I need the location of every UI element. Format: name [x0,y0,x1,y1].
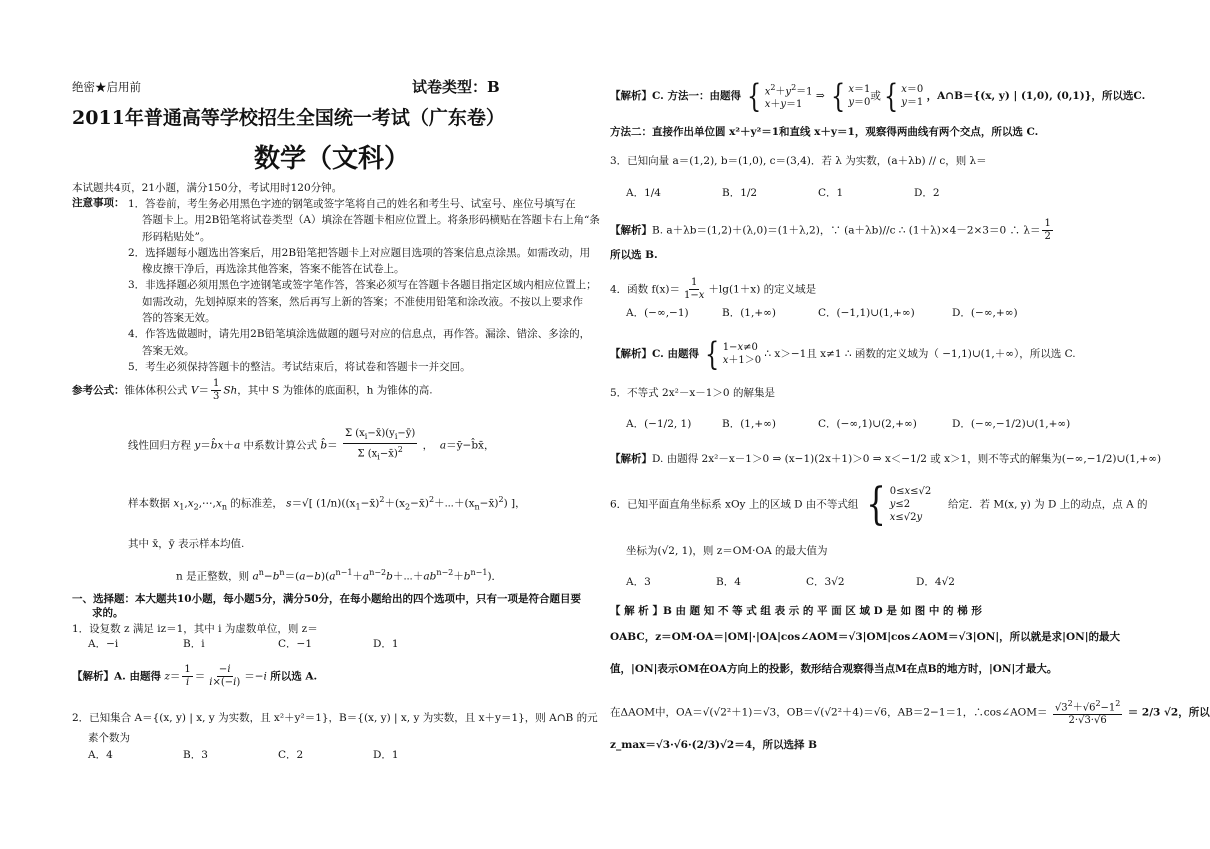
answer-text: C. 方法一：由题得 [652,90,741,102]
exam-title: 2011年普通高等学校招生全国统一考试（广东卷） [72,107,505,129]
answer-label: 【解析】 [610,453,652,465]
q3-option: A．1/4 [626,187,661,199]
q2-method2: 方法二：直接作出单位圆 x²＋y²＝1和直线 x＋y＝1，观察得两曲线有两个交点，所以选 C. [610,126,1039,138]
formula-label: 参考公式： [72,384,125,397]
q5-options [626,417,1070,431]
q6-stem-tail: 给定．若 M(x, y) 为 D 上的动点，点 A 的 [947,498,1148,511]
q6-option: A．3 [626,576,651,588]
paper-type: 试卷类型：B [412,78,500,96]
power-note: n 是正整数，则 [176,570,250,583]
q3-option: D．2 [914,187,940,199]
q5-stem: 5．不等式 2x²－x－1＞0 的解集是 [610,387,775,399]
notes-list [128,196,600,375]
q1-stem: 1．设复数 z 满足 iz＝1，其中 i 为虚数单位，则 z＝ [72,623,318,635]
q2-option: C．2 [278,749,304,761]
answer-label: 【 解 析 】 [610,605,663,617]
q6-answer-line5: z_max＝√3·√6·(2/3)√2＝4，所以选择 B [610,739,818,751]
q4-option: A．(−∞,−1) [626,307,689,319]
q1-options [88,637,399,651]
regression-mid: 中系数计算公式 [243,439,318,452]
note-line: 形码粘贴处”。 [142,230,211,243]
note-line: 4．作答选做题时，请先用2B铅笔填涂选做题的题号对应的信息点，再作答。漏涂、错涂、多涂的， [128,328,591,341]
stddev-mid: 的标准差， [230,497,283,510]
q6-answer [610,604,982,618]
note-line: 2．选择题每小题选出答案后，用2B铅笔把答题卡上对应题目选项的答案信息点涂黑。如需改动，用 [128,246,591,259]
answer-label: 【解析】 [610,90,652,102]
q5-option: D．(−∞,−1/2)∪(1,+∞) [952,418,1071,430]
q4-stem-head: 4．函数 f(x)＝ [610,283,681,296]
q3-stem: 3．已知向量 a＝(1,2), b＝(1,0), c＝(3,4)．若 λ 为实数，(a＋λb) // c，则 λ＝ [610,155,987,167]
exam-subtitle: 数学（文科） [254,144,411,174]
formula-power: n 是正整数，则 $a^n-b^n=(a-b)(a^{n-1}+a^{n-2}b+\cdots+ab^{n-2}+b^{n-1})$． [176,568,503,583]
note-line: 3．非选择题必须用黑色字迹钢笔或签字笔作答，答案必须写在答题卡各题目指定区域内相应位置上； [128,279,597,292]
q3-options [626,186,940,200]
note-line: 橡皮擦干净后，再选涂其他答案，答案不能答在试卷上。 [142,263,405,276]
answer-tail: ，A∩B＝{(x, y) | (1,0), (0,1)}，所以选C. [926,90,1146,102]
note-line: 答的答案无效。 [142,312,216,325]
note-line: 答案无效。 [142,344,195,357]
note-line: 1．答卷前，考生务必用黑色字迹的钢笔或签字笔将自己的姓名和考生号、试室号、座位号填写在 [128,198,576,210]
q3-option: C．1 [818,187,844,199]
q4-stem: 4．函数 f(x)＝ $\frac{1}{1-x}$ ＋lg(1＋x) 的定义域是 [610,277,817,301]
q6-stem-head: 6．已知平面直角坐标系 xOy 上的区域 D 由不等式组 [610,498,859,511]
q1-option: A．−i [88,638,119,650]
q2-option: B．3 [183,749,208,761]
answer-text: B. a＋λb＝(1,2)＋(λ,0)＝(1＋λ,2)，∵ (a＋λb)//c ∴ (1＋λ)×4－2×3＝0 ∴ λ＝ [652,224,1041,237]
answer-text: ＝ 2/3 √2，所以 [1127,706,1210,719]
q2-option: A．4 [88,749,113,761]
q6-option: C．3√2 [806,576,845,588]
q1-answer: 【解析】A. 由题得 z＝ $\frac{1}{i}$ ＝ $\frac{-i}{i\times(-i)}$ ＝−i 所以选 A. [72,664,318,688]
formula-cone-label: 锥体体积公式 [124,384,188,397]
mean-note2: 表示样本均值. [178,538,245,550]
answer-label: 【解析】 [72,670,114,683]
q1-option: C．−1 [278,638,313,650]
answer-text: 在ΔAOM中，OA＝√(√2²＋1)＝√3，OB＝√(√2²＋4)＝√6，AB＝2−1＝1，∴cos∠AOM＝ [610,706,1048,719]
q4-options [626,306,1018,320]
notes-label: 注意事项： [72,197,125,209]
q6-option: D．4√2 [916,576,955,588]
q6-stem: 6．已知平面直角坐标系 xOy 上的区域 D 由不等式组 { 0≤x≤√2 y≤2 x≤√2y 给定．若 M(x, y) 为 D 上的动点，点 A 的 [610,478,1148,530]
note-line: 5．考生必须保持答题卡的整洁。考试结束后，将试卷和答题卡一并交回。 [128,360,471,373]
q4-option: B．(1,+∞) [722,307,776,319]
q1-option: D．1 [373,638,399,650]
intro-text: 本试题共4页，21小题，满分150分，考试用时120分钟。 [72,182,343,194]
answer-tail: ∴ x＞−1且 x≠1 ∴ 函数的定义域为（ −1,1)∪(1,＋∞），所以选 C. [764,348,1076,360]
q1-option: B．i [183,638,205,650]
q5-answer [610,452,1161,466]
q6-options [626,575,955,589]
formula-cone-note: ，其中 S 为锥体的底面积，h 为锥体的高. [237,384,433,397]
q5-option: A．(−1/2, 1) [626,418,692,430]
q5-option: B．(1,+∞) [722,418,776,430]
q6-answer-line2: OABC，z＝OM·OA＝|OM|·|OA|cos∠AOM＝√3|OM|cos∠AOM＝√3|ON|，所以就是求|ON|的最大 [610,631,1121,643]
note-line: 答题卡上。用2B铅笔将试卷类型（A）填涂在答题卡相应位置上。将条形码横贴在答题卡右上角“条 [142,214,600,227]
q4-stem-tail: ＋lg(1＋x) 的定义域是 [708,283,817,296]
q2-stem2: 素个数为 [88,732,130,744]
q6-answer-line4: 在ΔAOM中，OA＝√(√2²＋1)＝√3，OB＝√(√2²＋4)＝√6，AB＝2−1＝1，∴cos∠AOM＝ $\frac{√3^2+√6^2-1^2}{2\cdot√3\cdot√6}$ ＝ 2/3 √2，所以 [610,699,1210,727]
secret-label: 绝密★启用前 [72,80,141,94]
formula-mean-note: 其中 x̄，ȳ 表示样本均值. [128,538,245,550]
q2-stem: 2．已知集合 A＝{(x, y) | x, y 为实数，且 x²＋y²＝1}，B＝{(x, y) | x, y 为实数，且 x＋y＝1}，则 A∩B 的元 [72,712,598,724]
answer-text: C. 由题得 [652,348,699,360]
q3-option: B．1/2 [722,187,758,199]
q6-answer-line3: 值，|ON|表示OM在OA方向上的投影，数形结合观察得当点M在点B的地方时，|ON|才最大。 [610,663,1058,675]
q4-option: D．(−∞,+∞) [952,307,1018,319]
formula-regression: 线性回归方程 y＝b̂x＋a 中系数计算公式 b̂＝ $\frac{\Sigma (x_i-x̄)(y_i-ȳ)}{\Sigma (x_i-x̄)^2}$ ， a＝ȳ−b̂x̄， [128,428,495,462]
answer-tail: 所以选 A. [270,670,318,683]
q2-option: D．1 [373,749,399,761]
mean-note: 其中 [128,538,149,550]
q2-answer: 【解析】C. 方法一：由题得 { $x^2+y^2=1$ x＋y＝1 ⇒ { x＝1 y＝0 或{ x＝0 y＝1 ，A∩B＝{(x, y) | (1,0), (0,1)}，所以选C. [610,77,1146,115]
q6-stem2: 坐标为(√2, 1)，则 z＝OM·OA 的最大值为 [626,545,828,557]
q3-answer-tail: 所以选 B. [610,249,658,261]
q4-answer: 【解析】C. 由题得 { 1−x≠0 x＋1＞0 ∴ x＞−1且 x≠1 ∴ 函数的定义域为（ −1,1)∪(1,＋∞），所以选 C. [610,335,1076,373]
note-line: 如需改动，先划掉原来的答案，然后再写上新的答案；不准使用铅笔和涂改液。不按以上要求作 [142,295,583,308]
stddev-label: 样本数据 [128,497,170,510]
regression-label: 线性回归方程 [128,439,191,452]
q3-answer: 【解析】B. a＋λb＝(1,2)＋(λ,0)＝(1＋λ,2)，∵ (a＋λb)//c ∴ (1＋λ)×4－2×3＝0 ∴ λ＝ $\frac{1}{2}$ [610,218,1051,242]
q2-options [88,748,399,762]
q5-option: C．(−∞,1)∪(2,+∞) [818,418,917,430]
answer-label: 【解析】 [610,348,652,360]
answer-label: 【解析】 [610,224,652,237]
answer-text: D. 由题得 2x²－x－1＞0 ⇒ (x−1)(2x＋1)＞0 ⇒ x＜−1/2 或 x＞1，则不等式的解集为(−∞,−1/2)∪(1,+∞) [652,453,1162,465]
section1-heading2: 求的。 [92,607,124,619]
answer-text: A. 由题得 [114,670,161,683]
formula-stddev: 样本数据 $x_1,x_2,\cdots,x_n$ 的标准差， s＝√[ $(1/n)((x_1-x̄)^2+(x_2-x̄)^2+\cdots+(x_n-x̄)^2)$ ]， [128,495,526,512]
formula-cone: 参考公式：锥体体积公式 V＝ $\frac{1}{3}$ Sh，其中 S 为锥体的底面积，h 为锥体的高. [72,378,433,402]
q4-option: C．(−1,1)∪(1,+∞) [818,307,915,319]
q6-option: B．4 [716,576,741,588]
section1-heading: 一、选择题：本大题共10小题，每小题5分，满分50分，在每小题给出的四个选项中，只有一项是符合题目要 [72,593,582,605]
answer-text: B 由 题 知 不 等 式 组 表 示 的 平 面 区 域 D 是 如 图 中 的 梯 形 [662,605,982,617]
